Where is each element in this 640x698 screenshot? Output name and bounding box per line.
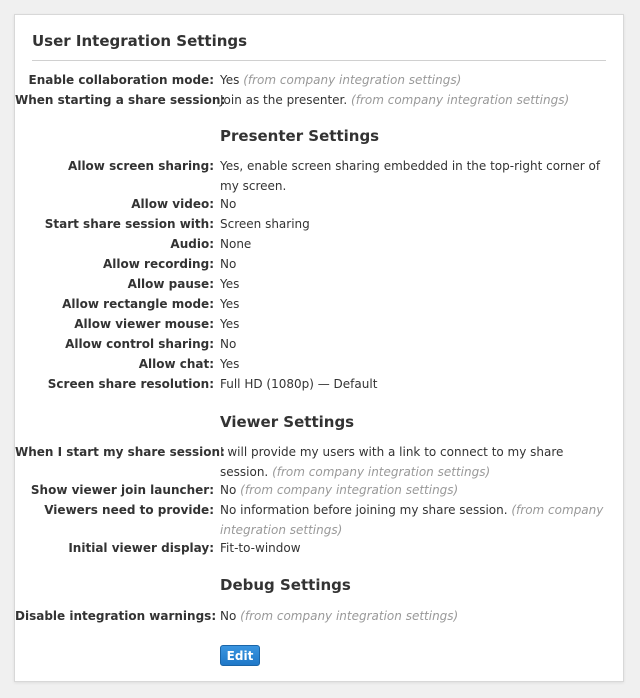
setting-value: No (from company integration settings) <box>220 609 459 623</box>
setting-value: No (from company integration settings) <box>220 483 459 497</box>
setting-label: Initial viewer display: <box>68 541 214 555</box>
setting-label: When I start my share session: <box>15 445 225 459</box>
setting-label: Allow rectangle mode: <box>62 297 214 311</box>
setting-label: Disable integration warnings: <box>15 609 217 623</box>
setting-label: Allow recording: <box>103 257 214 271</box>
setting-label: Allow video: <box>131 197 214 211</box>
setting-value: No <box>220 197 237 211</box>
setting-value: None <box>220 237 252 251</box>
setting-note: (from company integration settings) <box>243 73 462 87</box>
setting-label: When starting a share session: <box>15 93 226 107</box>
setting-label: Allow chat: <box>138 357 214 371</box>
setting-value: Yes <box>220 277 240 291</box>
setting-value: No <box>220 337 237 351</box>
setting-value: Yes, enable screen sharing embedded in the top-right corner of my screen. <box>220 159 601 193</box>
setting-value: I will provide my users with a link to connect to my share session. (from company integration settings) <box>220 445 564 479</box>
title-divider <box>32 60 606 61</box>
setting-label: Allow viewer mouse: <box>74 317 214 331</box>
setting-label: Viewers need to provide: <box>44 503 214 517</box>
setting-value: Full HD (1080p) — Default <box>220 377 378 391</box>
settings-panel <box>14 14 624 682</box>
setting-label: Allow screen sharing: <box>68 159 214 173</box>
setting-note: (from company integration settings) <box>351 93 570 107</box>
section-heading-presenter: Presenter Settings <box>220 127 380 145</box>
setting-label: Enable collaboration mode: <box>28 73 214 87</box>
setting-note: (from company integration settings) <box>240 483 459 497</box>
setting-label: Allow control sharing: <box>65 337 214 351</box>
section-heading-debug: Debug Settings <box>220 576 351 594</box>
setting-value: Yes (from company integration settings) <box>220 73 462 87</box>
setting-note: (from company integration settings) <box>220 503 604 537</box>
setting-note: (from company integration settings) <box>240 609 459 623</box>
setting-value: No information before joining my share session. (from company integration settings) <box>220 503 604 537</box>
setting-value: Fit-to-window <box>220 541 301 555</box>
setting-label: Audio: <box>170 237 214 251</box>
page-title: User Integration Settings <box>32 32 248 50</box>
setting-label: Start share session with: <box>44 217 214 231</box>
setting-value: Screen sharing <box>220 217 310 231</box>
edit-button[interactable]: Edit <box>220 645 260 666</box>
setting-value: Yes <box>220 317 240 331</box>
setting-value: Yes <box>220 357 240 371</box>
setting-label: Screen share resolution: <box>47 377 214 391</box>
setting-value: Join as the presenter. (from company integration settings) <box>220 93 570 107</box>
setting-value: No <box>220 257 237 271</box>
setting-label: Show viewer join launcher: <box>30 483 214 497</box>
setting-note: (from company integration settings) <box>272 465 491 479</box>
setting-label: Allow pause: <box>127 277 214 291</box>
setting-value: Yes <box>220 297 240 311</box>
section-heading-viewer: Viewer Settings <box>220 413 355 431</box>
